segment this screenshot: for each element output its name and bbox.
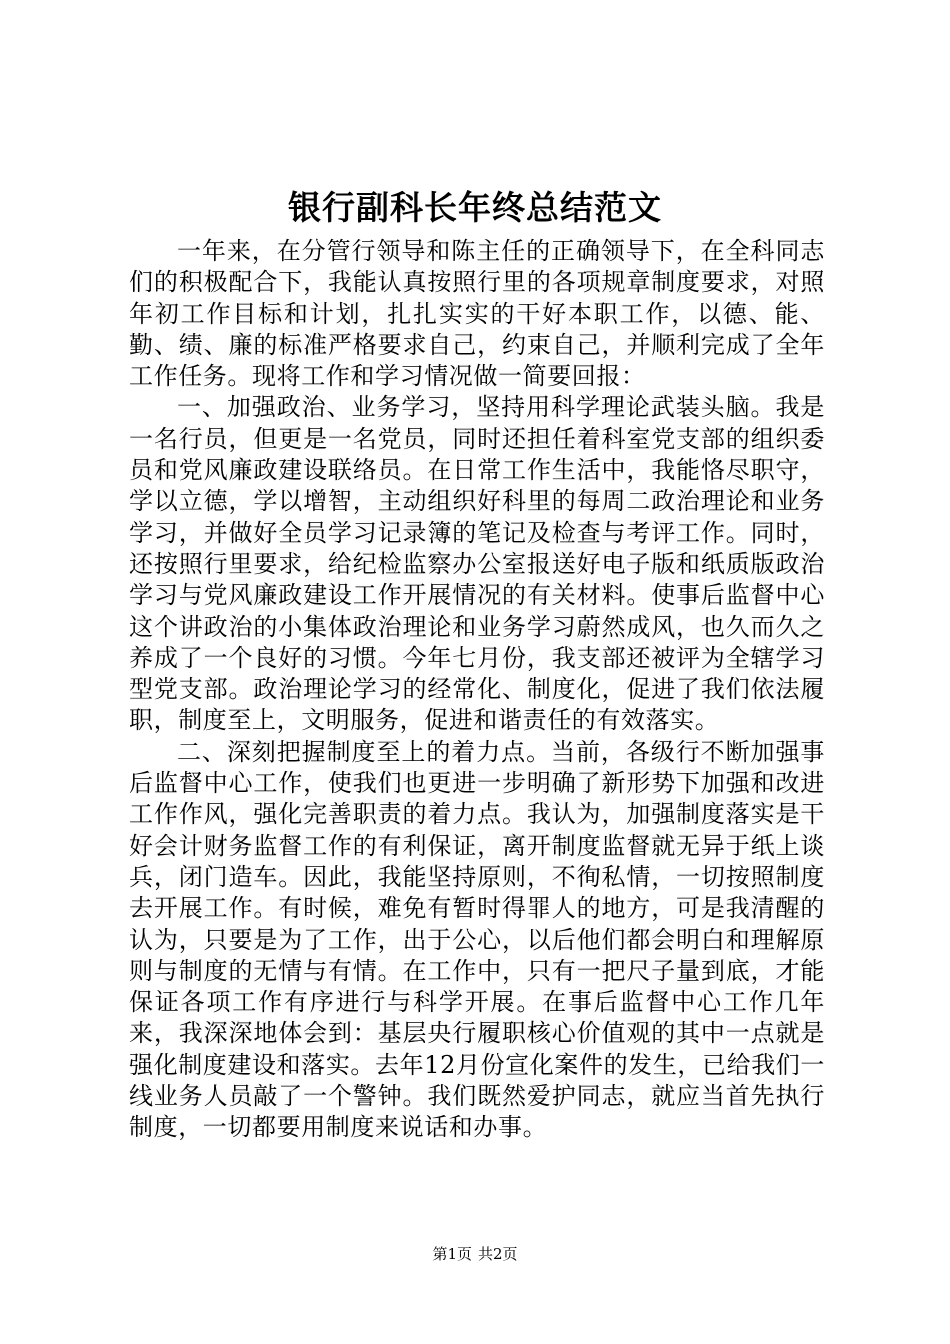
document-title: 银行副科长年终总结范文: [288, 188, 662, 227]
page-number-total: 共2页: [478, 1245, 518, 1263]
page-footer: [0, 1244, 950, 1264]
document-body: [129, 236, 825, 1144]
page-number-current: 第1页: [432, 1245, 472, 1263]
paragraph-section-1: 一、加强政治、业务学习，坚持用科学理论武装头脑。我是一名行员，但更是一名党员，同时还担任着科室党支部的组织委员和党风廉政建设联络员。在日常工作生活中，我能恪尽职守，学以立德，学以增智，主动组织好科里的每周二政治理论和业务学习，并做好全员学习记录簿的笔记及检查与考评工作。同时，还按照行里要求，给纪检监察办公室报送好电子版和纸质版政治学习与党风廉政建设工作开展情况的有关材料。使事后监督中心这个讲政治的小集体政治理论和业务学习蔚然成风，也久而久之养成了一个良好的习惯。今年七月份，我支部还被评为全辖学习型党支部。政治理论学习的经常化、制度化，促进了我们依法履职，制度至上，文明服务，促进和谐责任的有效落实。: [129, 393, 825, 735]
paragraph-intro: 一年来，在分管行领导和陈主任的正确领导下，在全科同志们的积极配合下，我能认真按照行里的各项规章制度要求，对照年初工作目标和计划，扎扎实实的干好本职工作，以德、能、勤、绩、廉的标准严格要求自己，约束自己，并顺利完成了全年工作任务。现将工作和学习情况做一简要回报：: [129, 237, 825, 391]
paragraph-section-2: 二、深刻把握制度至上的着力点。当前，各级行不断加强事后监督中心工作，使我们也更进一步明确了新形势下加强和改进工作作风，强化完善职责的着力点。我认为，加强制度落实是干好会计财务监督工作的有利保证，离开制度监督就无异于纸上谈兵，闭门造车。因此，我能坚持原则，不徇私情，一切按照制度去开展工作。有时候，难免有暂时得罪人的地方，可是我清醒的认为，只要是为了工作，出于公心，以后他们都会明白和理解原则与制度的无情与有情。在工作中，只有一把尺子量到底，才能保证各项工作有序进行与科学开展。在事后监督中心工作几年来，我深深地体会到：基层央行履职核心价值观的其中一点就是强化制度建设和落实。去年12月份宣化案件的发生，已给我们一线业务人员敲了一个警钟。我们既然爱护同志，就应当首先执行制度，一切都要用制度来说话和办事。: [129, 737, 825, 1142]
